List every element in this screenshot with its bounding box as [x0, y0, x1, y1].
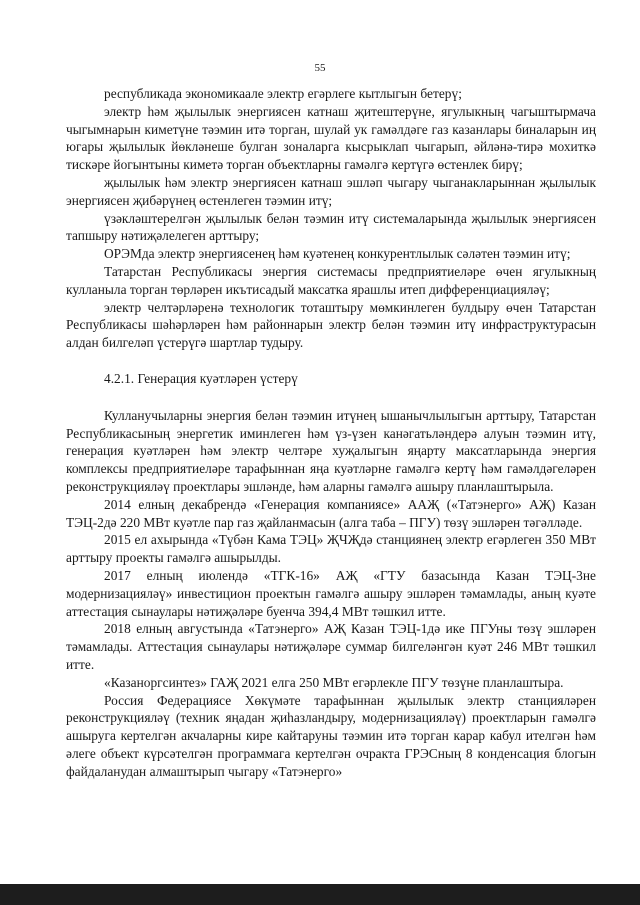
paragraph: ОРЭМда электр энергиясенең һәм куәтенең конкурентлылык сәләтен тәэмин итү; — [104, 246, 571, 262]
paragraph: 2015 ел ахырында «Түбән Кама ТЭЦ» ҖЧҖдә станциянең электр егәрлеген 350 МВт арттыру проекты гамәлгә ашырылды. — [66, 532, 596, 566]
paragraph: Татарстан Республикасы энергия системасы предприятиеләре өчен ягулыкның кулланыла торган төрләрен икътисадый максатка ярашлы итеп дифференциацияләү; — [66, 263, 596, 297]
paragraph: җылылык һәм электр энергиясен катнаш эшләп чыгару чыганакларыннан җылылык энергиясен җибәрүнең өстенлеген тәэмин итү; — [66, 174, 596, 208]
paragraph: 2017 елның июлендә «ТГК-16» АҖ «ГТУ базасында Казан ТЭЦ-3не модернизацияләү» инвестицион проектын гамәлгә ашыру эшләрен тәмамлады, аның куәте аттестация сынаулары нәтиҗәләре буенча 394,4 МВт тәшкил итте. — [66, 567, 596, 619]
paragraph: электр челтәрләренә технологик тоташтыру мөмкинлеген булдыру өчен Татарстан Республикасы шәһәрләрен һәм районнарын электр белән тәэмин итү инфраструктурасын алдан билгеләп үстерүгә шартлар тудыру. — [66, 299, 596, 351]
scan-edge-bar — [0, 884, 640, 905]
section-heading: 4.2.1. Генерация куәтләрен үстерү — [104, 370, 298, 386]
paragraph: үзәкләштерелгән җылылык белән тәэмин итү системаларында җылылык энергиясен тапшыру нәтиҗәлелеген арттыру; — [66, 210, 596, 244]
paragraph: Кулланучыларны энергия белән тәэмин итүнең ышанычлылыгын арттыру, Татарстан Республикасының энергетик иминлеген һәм үз-үзен канәгатьләндерә алуын тәэмин итү, генерация куәтләрен һәм электр челтәре хуҗалыгын яңарту максатларында энергия комплексы предприятиеләре тарафыннан яңа куәтләрне гамәлгә кертү һәм гамәлдәгеләрен реконструкцияләү проектлары эшләнде, һәм аларны гамәлгә ашыру планлаштырыла. — [66, 407, 596, 494]
paragraph: 2014 елның декабрендә «Генерация компаниясе» ААҖ («Татэнерго» АҖ) Казан ТЭЦ-2дә 220 МВт куәтле пар газ җайланмасын (алга таба – ПГУ) төзү эшләрен тәгәлләде. — [66, 496, 596, 530]
paragraph: электр һәм җылылык энергиясен катнаш җитештерүне, ягулыкның чагыштырмача чыгымнарын киметүне тәэмин итә торган, шулай ук гамәлдәге газ казанлары биналарын иң югары җылылык йөкләнеше булган зоналарга кысрыклап чыгарып, әйләнә-тирә мохиткә тискәре йогынтыны киметә торган объектларны гамәлгә кертүгә өстенлек бирү; — [66, 103, 596, 173]
document-body — [66, 85, 596, 780]
paragraph: «Казаноргсинтез» ГАҖ 2021 елга 250 МВт егәрлекле ПГУ төзүне планлаштыра. — [104, 674, 564, 690]
paragraph: Россия Федерациясе Хөкүмәте тарафыннан җылылык электр станцияләрен реконструкцияләү (техник яңадан җиһазландыру, модернизацияләү) проектларын гамәлгә ашыруга кертелгән акчаларны кире кайтаруны тәэмин итә торган карар кабул ителгән һәм әлеге объект күрсәтелгән программага кертелгән очракта ГРЭСның 8 конденсация блогын файдаланудан алмаштырып чыгару «Татэнерго» — [66, 692, 596, 779]
paragraph: 2018 елның августында «Татэнерго» АҖ Казан ТЭЦ-1дә ике ПГУны төзү эшләрен тәмамлады. Аттестация сынаулары нәтиҗәләре суммар билгеләнгән куәт 246 МВт тәшкил итте. — [66, 621, 596, 672]
paragraph: республикада экономикаале электр егәрлеге кытлыгын бетерү; — [104, 86, 462, 101]
page-number: 55 — [314, 62, 326, 74]
